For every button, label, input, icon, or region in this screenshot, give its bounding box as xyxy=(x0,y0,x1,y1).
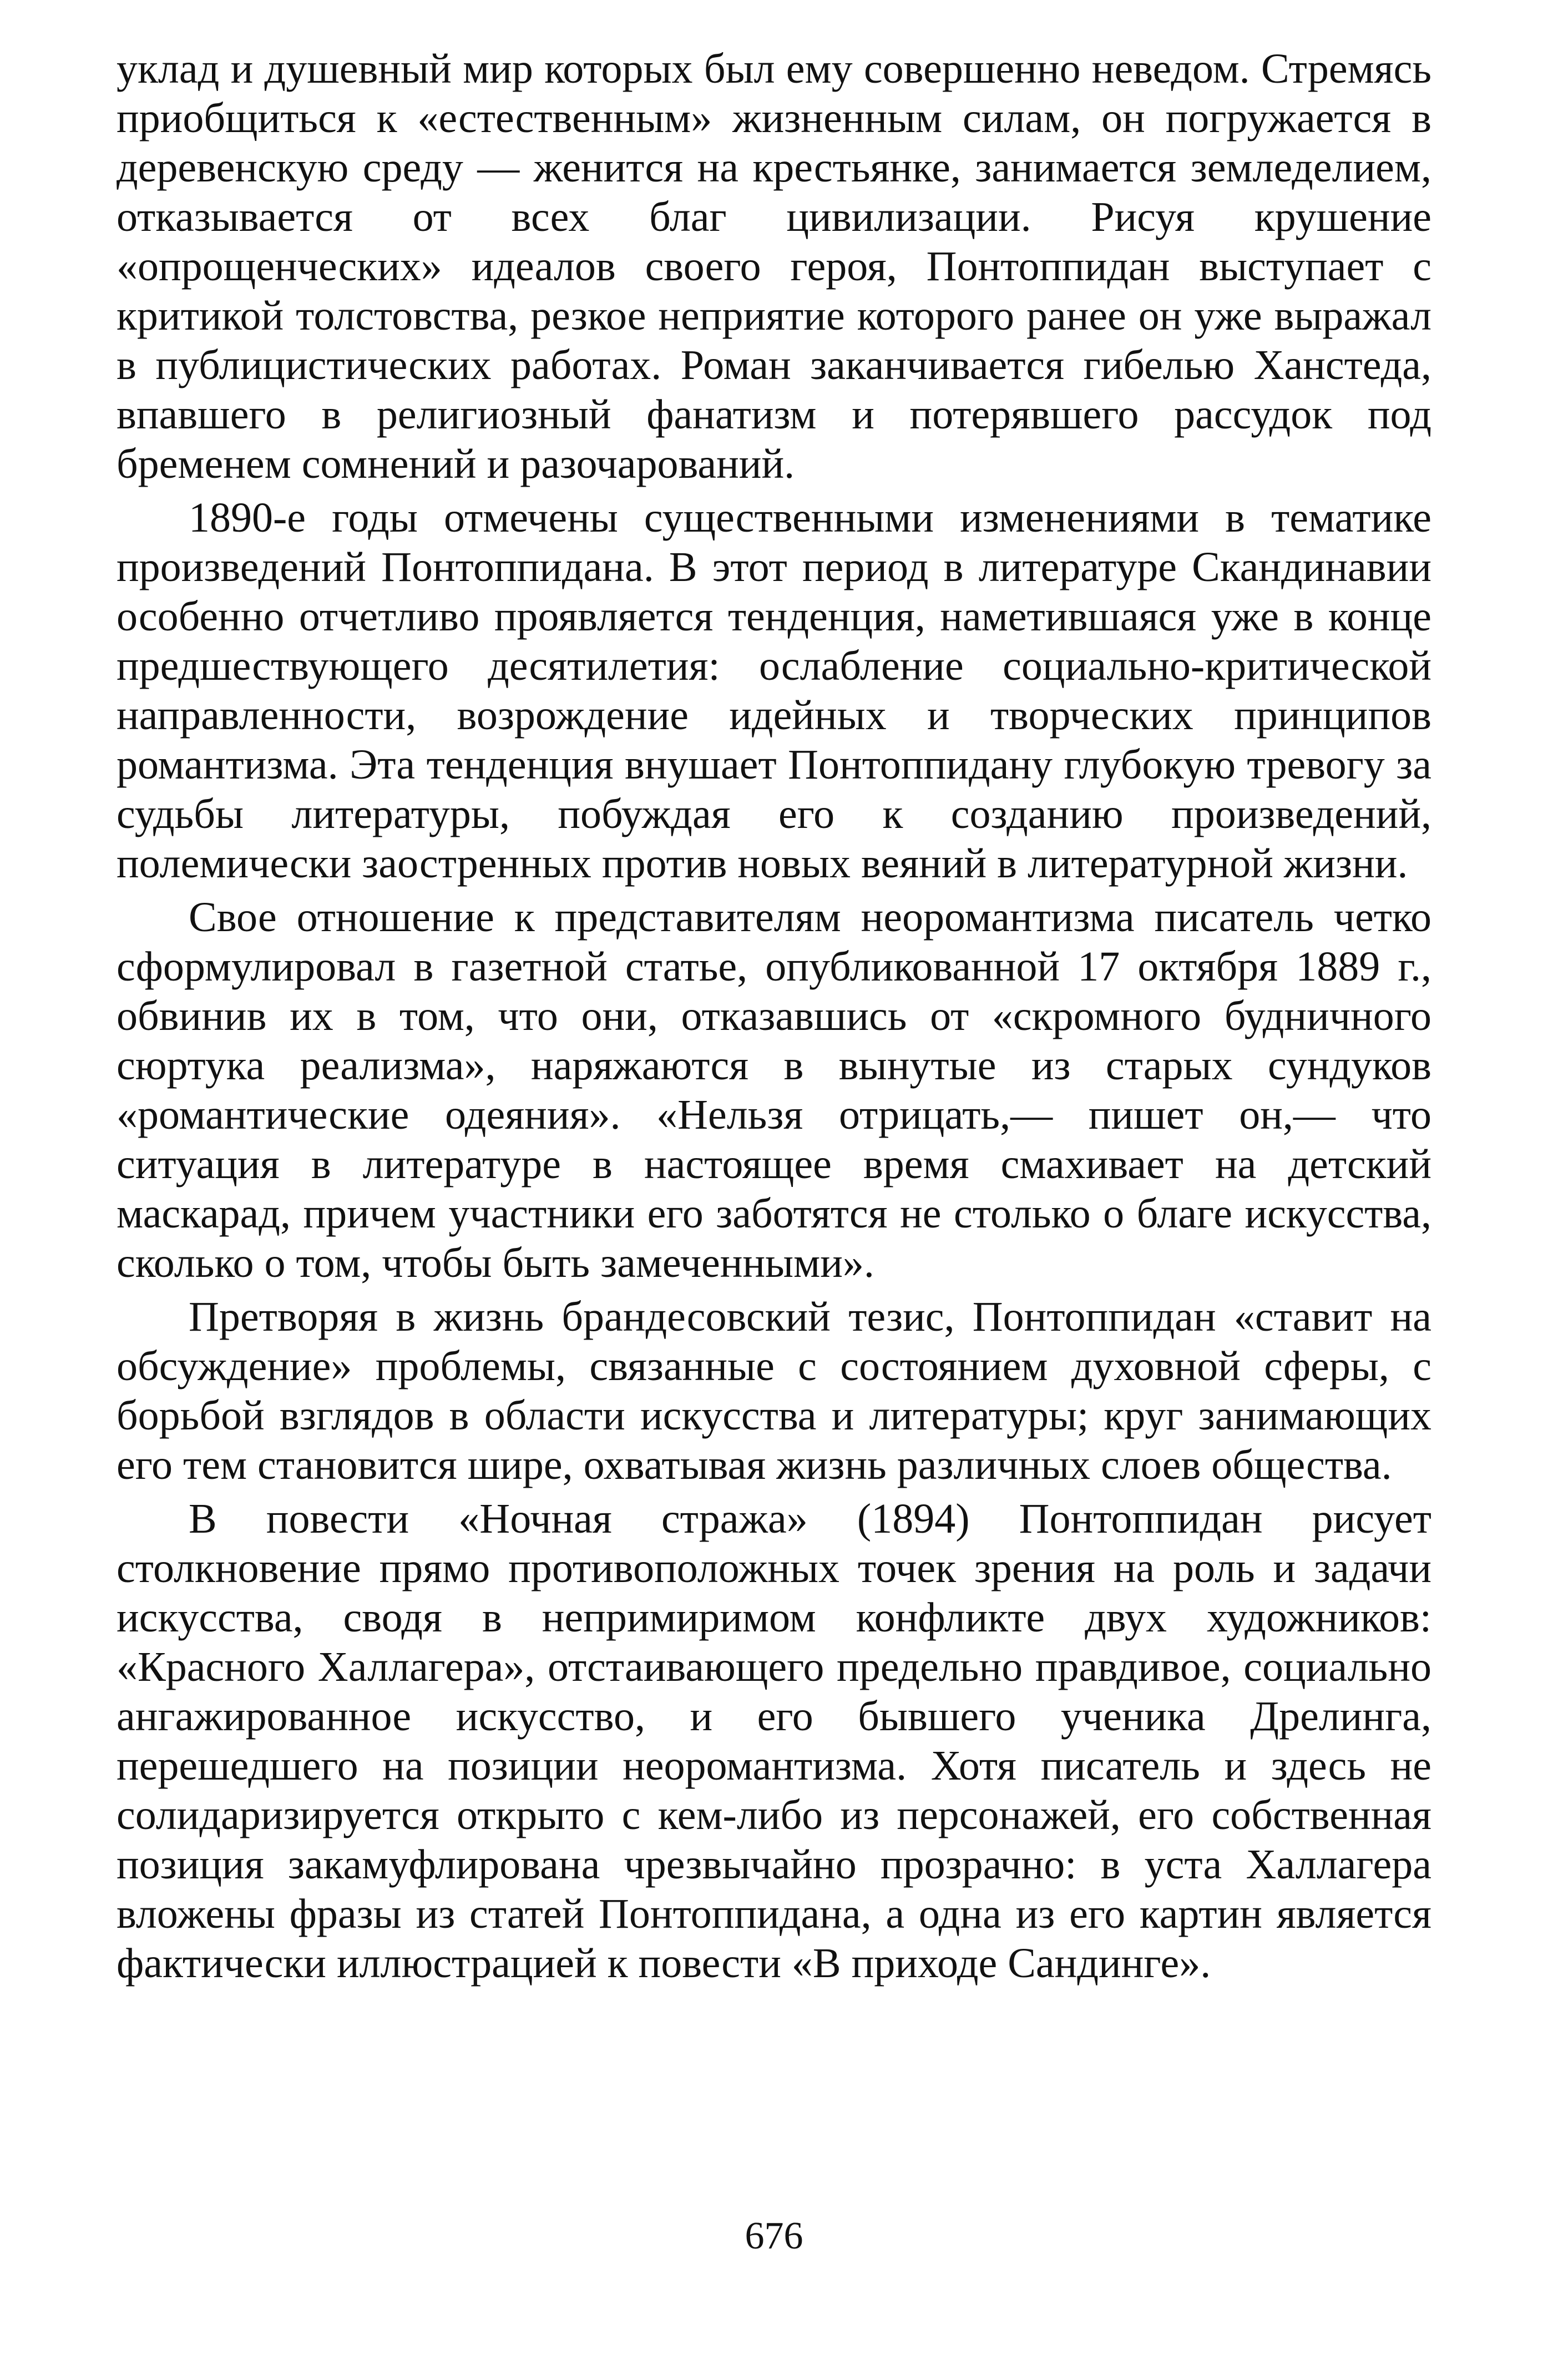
paragraph-brandes-thesis: Претворяя в жизнь брандесовский тезис, Понтоппидан «ставит на обсуждение» проблемы, связанные с состоянием духовной сферы, с борьбой взглядов в области искусства и литературы; круг занимающих его тем становится шире, охватывая жизнь различных слоев общества. xyxy=(117,1293,1431,1488)
page-number: 676 xyxy=(745,2215,803,2257)
paragraph-1890s: 1890-е годы отмечены существенными изменениями в тематике произведений Понтоппидана. В этот период в литературе Скандинавии особенно отчетливо проявляется тенденция, наметившаяся уже в конце предшествующего десятилетия: ослабление социально-критической направленности, возрождение идейных и творческих принципов романтизма. Эта тенденция внушает Понтоппидану глубокую тревогу за судьбы литературы, побуждая его к созданию произведений, полемически заостренных против новых веяний в литературной жизни. xyxy=(117,494,1431,887)
paragraph-night-watch: В повести «Ночная стража» (1894) Понтоппидан рисует столкновение прямо противоположных точек зрения на роль и задачи искусства, сводя в непримиримом конфликте двух художников: «Красного Халлагера», отстаивающего предельно правдивое, социально ангажированное искусство, и его бывшего ученика Дрелинга, перешедшего на позиции неоромантизма. Хотя писатель и здесь не солидаризируется открыто с кем-либо из персонажей, его собственная позиция закамуфлирована чрезвычайно прозрачно: в уста Халлагера вложены фразы из статей Понтоппидана, а одна из его картин является фактически иллюстрацией к повести «В приходе Сандинге». xyxy=(117,1495,1431,1987)
paragraph-continuation: уклад и душевный мир которых был ему совершенно неведом. Стремясь приобщиться к «естественным» жизненным силам, он погружается в деревенскую среду — женится на крестьянке, занимается земледелием, отказывается от всех благ цивилизации. Рисуя крушение «опрощенческих» идеалов своего героя, Понтоппидан выступает с критикой толстовства, резкое неприятие которого ранее он уже выражал в публицистических работах. Роман заканчивается гибелью Ханстеда, впавшего в религиозный фанатизм и потерявшего рассудок под бременем сомнений и разочарований. xyxy=(117,46,1431,487)
paragraph-neoromanticism: Свое отношение к представителям неоромантизма писатель четко сформулировал в газетной статье, опубликованной 17 октября 1889 г., обвинив их в том, что они, отказавшись от «скромного будничного сюртука реализма», наряжаются в вынутые из старых сундуков «романтические одеяния». «Нельзя отрицать,— пишет он,— что ситуация в литературе в настоящее время смахивает на детский маскарад, причем участники его заботятся не столько о благе искусства, сколько о том, чтобы быть замеченными». xyxy=(117,894,1431,1286)
page-text xyxy=(117,44,1431,1993)
